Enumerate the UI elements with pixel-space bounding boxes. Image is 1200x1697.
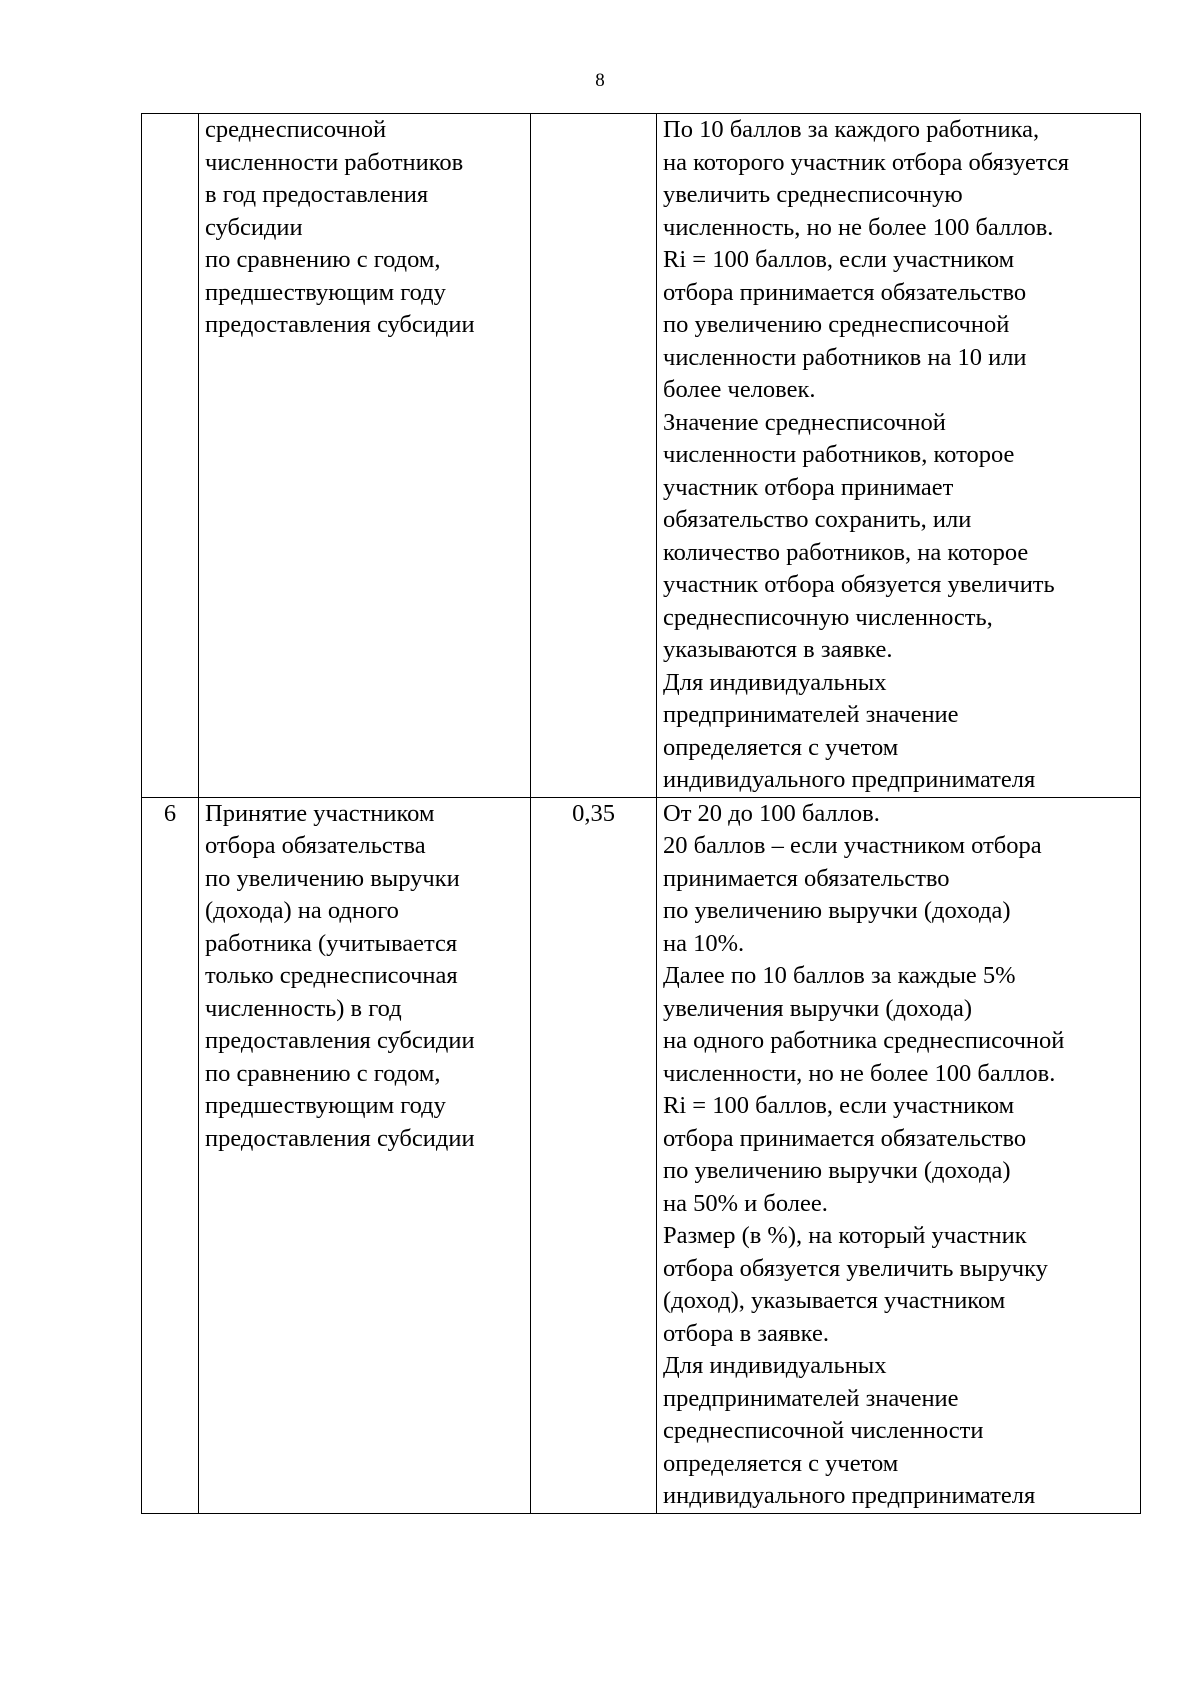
weight-coefficient-cell bbox=[531, 114, 657, 798]
row-number-cell: 6 bbox=[142, 797, 199, 1513]
criterion-name-cell: Принятие участником отбора обязательства по увеличению выручки (дохода) на одного работника (учитывается только среднесписочная численность) в год предоставления субсидии по сравнению с годом, предшествующим году предоставления субсидии bbox=[199, 797, 531, 1513]
criterion-name-cell: среднесписочной численности работников в год предоставления субсидии по сравнению с годом, предшествующим году предоставления субсидии bbox=[199, 114, 531, 798]
row-number-cell bbox=[142, 114, 199, 798]
table-row bbox=[142, 797, 1141, 1513]
scoring-method-cell: По 10 баллов за каждого работника, на которого участник отбора обязуется увеличить среднесписочную численность, но не более 100 баллов. Ri = 100 баллов, если участником отбора принимается обязательство по увеличению среднесписочной численности работников на 10 или более человек. Значение среднесписочной численности работников, которое участник отбора принимает обязательство сохранить, или количество работников, на которое участник отбора обязуется увеличить среднесписочную численность, указываются в заявке. Для индивидуальных предпринимателей значение определяется с учетом индивидуального предпринимателя bbox=[657, 114, 1141, 798]
page-number: 8 bbox=[595, 70, 605, 91]
scoring-method-cell: От 20 до 100 баллов. 20 баллов – если участником отбора принимается обязательство по увеличению выручки (дохода) на 10%. Далее по 10 баллов за каждые 5% увеличения выручки (дохода) на одного работника среднесписочной численности, но не более 100 баллов. Ri = 100 баллов, если участником отбора принимается обязательство по увеличению выручки (дохода) на 50% и более. Размер (в %), на который участник отбора обязуется увеличить выручку (доход), указывается участником отбора в заявке. Для индивидуальных предпринимателей значение среднесписочной численности определяется с учетом индивидуального предпринимателя bbox=[657, 797, 1141, 1513]
table-row bbox=[142, 114, 1141, 798]
weight-coefficient-cell: 0,35 bbox=[531, 797, 657, 1513]
criteria-table bbox=[141, 113, 1141, 1514]
